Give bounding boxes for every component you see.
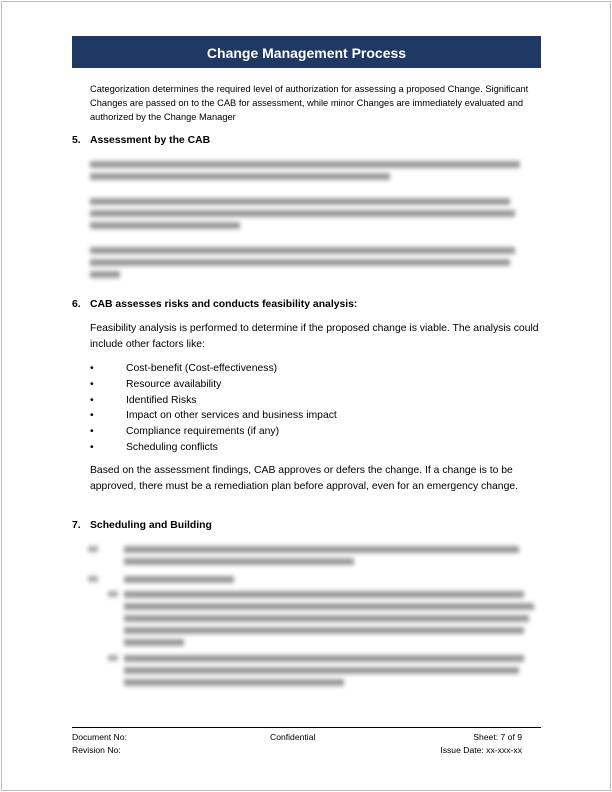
list-item: • Scheduling conflicts	[90, 440, 530, 456]
section-7-heading	[72, 520, 212, 531]
section-number: 6.	[72, 299, 81, 310]
section-title: CAB assesses risks and conducts feasibility analysis:	[90, 299, 358, 310]
issue-date: Issue Date: xx-xxx-xx	[440, 745, 522, 755]
revision-number-label: Revision No:	[72, 745, 121, 755]
section-title: Assessment by the CAB	[90, 135, 211, 146]
page-title: Change Management Process	[72, 36, 541, 68]
redacted-list	[88, 543, 538, 692]
section-6-intro: Feasibility analysis is performed to determine if the proposed change is viable. The analysis could include other factors like:	[90, 323, 539, 350]
list-item: • Identified Risks	[90, 393, 530, 409]
section-6-conclusion: Based on the assessment findings, CAB approves or defers the change. If a change is to be approved, there must be a remediation plan before approval, even for an emergency change.	[90, 465, 519, 492]
sheet-number: Sheet: 7 of 9	[473, 732, 522, 742]
list-item: • Compliance requirements (if any)	[90, 424, 530, 440]
bullet-icon: •	[90, 441, 94, 453]
section-number: 5.	[72, 135, 81, 146]
document-number-label: Document No:	[72, 732, 127, 742]
section-6-heading	[72, 299, 357, 310]
redacted-paragraph	[90, 244, 530, 278]
footer-divider	[72, 727, 541, 728]
section-number: 7.	[72, 520, 81, 531]
redacted-paragraph	[90, 195, 530, 229]
redacted-paragraph	[90, 158, 530, 180]
section-5-heading	[72, 135, 210, 146]
list-item: • Cost-benefit (Cost-effectiveness)	[90, 361, 530, 377]
intro-paragraph: Categorization determines the required level of authorization for assessing a proposed Change. Significant Changes are passed on to the CAB for assessment, while minor Changes are immediately evaluated and authorized by the Change Manager	[90, 84, 529, 122]
bullet-icon: •	[90, 426, 94, 438]
bullet-icon: •	[90, 394, 94, 406]
bullet-icon: •	[90, 378, 94, 390]
feasibility-factors-list	[90, 361, 530, 456]
list-item: • Resource availability	[90, 377, 530, 393]
section-title: Scheduling and Building	[90, 520, 212, 531]
list-item: • Impact on other services and business impact	[90, 408, 530, 424]
bullet-icon: •	[90, 410, 94, 422]
confidential-label: Confidential	[270, 732, 316, 742]
bullet-icon: •	[90, 363, 94, 374]
